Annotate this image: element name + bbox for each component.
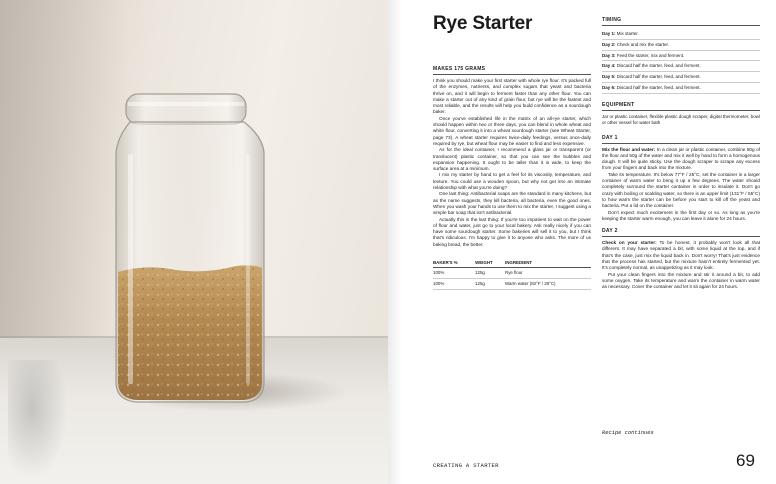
intro-paragraph: One last thing: Antibacterial soaps are the standard in many kitchens, but as the name suggests, they kill bacteria, all bacteria, even the good ones. When you wash your hands to use them to mix the starter, I suggest using a simple bar soap that isn't antibacterial. xyxy=(433,191,591,216)
table-header: WEIGHT xyxy=(475,258,505,268)
book-gutter xyxy=(388,0,402,484)
day2-step-text: To be honest, it probably won't look all that different. It may have separated a bit, with some liquid at the top, and if that's the case, just mix the liquid back in. Don't worry! That's just evidence that the process has started, but the mixture hasn't entirely fermented yet. It's completely normal, as unappetizing as it may look. xyxy=(602,240,761,271)
table-header-row xyxy=(433,258,591,268)
day2-heading: DAY 2 xyxy=(602,228,760,237)
table-header: BAKER'S % xyxy=(433,258,475,268)
page-number: 69 xyxy=(736,451,755,470)
day1-paragraph: Take its temperature. It's below 77°F / 25°C, set the container in a larger container of warm water to bring it up a few degrees. The water should completely surround the starter container in order to insulate it. Don't go crazy with boiling or scalding water, so there is an upper limit (131°F / 55°C) to how warm the starter can be before you start to kill off the yeast and bacteria. Put a lid on the container. xyxy=(602,171,760,209)
intro-paragraph: As for the ideal container, I recommend a glass jar or transparent (or translucent) plastic container, so that you can see the bubbles and expansion happening. It ought to be taller than it is wide, to keep the surface area at a minimum. xyxy=(433,147,591,172)
day1-step-lead: Mix the flour and water: xyxy=(602,146,656,152)
intro-paragraph: Once you've established life in the matrix of an all-rye starter, which should happen within two or three days, you can blend in whole wheat and white flour, converting it into a wheat sourdough starter (see Wheat Starter, page 73). A wheat starter requires twice-daily feedings, versus once-daily required by rye, but wheat flour may be easier to find and less expensive. xyxy=(433,115,591,146)
timing-day: Day 2: xyxy=(602,41,616,47)
intro-text xyxy=(433,78,591,248)
equipment-text: Jar or plastic container, flexible plastic dough scraper, digital thermometer, bowl or other vessel for water bath xyxy=(602,113,760,126)
timing-day: Day 6: xyxy=(602,84,616,90)
timing-list xyxy=(602,29,760,94)
list-item xyxy=(602,61,760,72)
table-header: INGREDIENT xyxy=(505,258,591,268)
method-column xyxy=(602,17,760,291)
day1-paragraph: Don't expect much excitement in the first day or so. As long as you're keeping the starter warm enough, you can leave it alone for 24 hours. xyxy=(602,209,760,221)
timing-day: Day 1: xyxy=(602,31,616,36)
list-item xyxy=(602,72,760,83)
list-item xyxy=(602,83,760,94)
timing-text: Discard half the starter, feed, and ferment. xyxy=(615,63,701,69)
list-item xyxy=(602,29,760,40)
day2-step-lead: Check on your starter: xyxy=(602,240,657,246)
timing-text: Check and mix the starter. xyxy=(615,41,670,47)
day2-paragraph: Put your clean fingers into the mixture and stir it around a bit, to add some oxygen. Take its temperature and warm the container in warm water as necessary. Cover the container and let it sit again for 24 hours. xyxy=(602,271,760,290)
day2-paragraph xyxy=(602,240,760,271)
list-item xyxy=(602,51,760,62)
rye-starter-jar-image xyxy=(106,92,286,408)
table-cell: 100% xyxy=(433,268,475,279)
intro-paragraph: I think you should make your first starter with whole rye flour. It's packed full of the enzymes, nutrients, and complex sugars that yeast and bacteria thrive on, and it will begin to ferment faster than any other flour. You can make a starter out of any kind of grain flour, but rye will be the fastest and most reliable, and the results will help you build confidence as a sourdough baker. xyxy=(433,78,591,115)
intro-paragraph: I mix my starter by hand to get a feel for its viscosity, temperature, and texture. You could use a wooden spoon, but why not get into an intimate relationship with what you're doing? xyxy=(433,172,591,191)
timing-day: Day 5: xyxy=(602,74,616,80)
table-cell: Warm water (82°F / 28°C) xyxy=(505,278,591,289)
day2-text xyxy=(602,240,760,290)
table-stain xyxy=(8,360,68,480)
timing-day: Day 4: xyxy=(602,63,616,69)
day1-text xyxy=(602,147,760,223)
timing-text: Discard half the starter, feed, and ferment. xyxy=(615,84,701,90)
table-cell: 100% xyxy=(433,278,475,289)
day1-heading: DAY 1 xyxy=(602,135,760,144)
recipe-continues-note: Recipe continues xyxy=(602,430,654,436)
table-row xyxy=(433,268,591,279)
ingredients-table xyxy=(433,258,591,290)
timing-text: Discard half the starter, feed, and ferment. xyxy=(615,74,701,80)
timing-text: Feed the starter, mix and ferment. xyxy=(615,52,685,58)
equipment-heading: EQUIPMENT xyxy=(602,102,760,111)
table-cell: 125g xyxy=(475,268,505,279)
timing-text: Mix starter. xyxy=(615,31,639,36)
section-footer-label: CREATING A STARTER xyxy=(433,462,499,469)
table-cell: Rye flour xyxy=(505,268,591,279)
intro-column xyxy=(433,66,591,290)
table-cell: 125g xyxy=(475,278,505,289)
table-row xyxy=(433,278,591,289)
intro-paragraph: Actually this is the last thing: If you're too impatient to wait on the power of flour and water, just go to your local bakery. Ask really nicely if you can have some sourdough starter. Some bakeries will sell it to you, but I think that's ridiculous. I'm happy to give it to anyone who asks. The more of us baking bread, the better. xyxy=(433,216,591,247)
list-item xyxy=(602,40,760,51)
timing-day: Day 3: xyxy=(602,52,616,58)
day1-paragraph xyxy=(602,147,760,172)
day1-step-text: In a clean jar or plastic container, combine 50g of the flour and 50g of the water and mix it well by hand to form a homogenous dough. It will be quite sticky. Use the dough scraper to scrape any excess from your fingers and back into the mixture. xyxy=(602,146,761,171)
yield-heading: MAKES 175 GRAMS xyxy=(433,66,591,75)
recipe-title: Rye Starter xyxy=(433,13,533,34)
timing-heading: TIMING xyxy=(602,17,760,26)
